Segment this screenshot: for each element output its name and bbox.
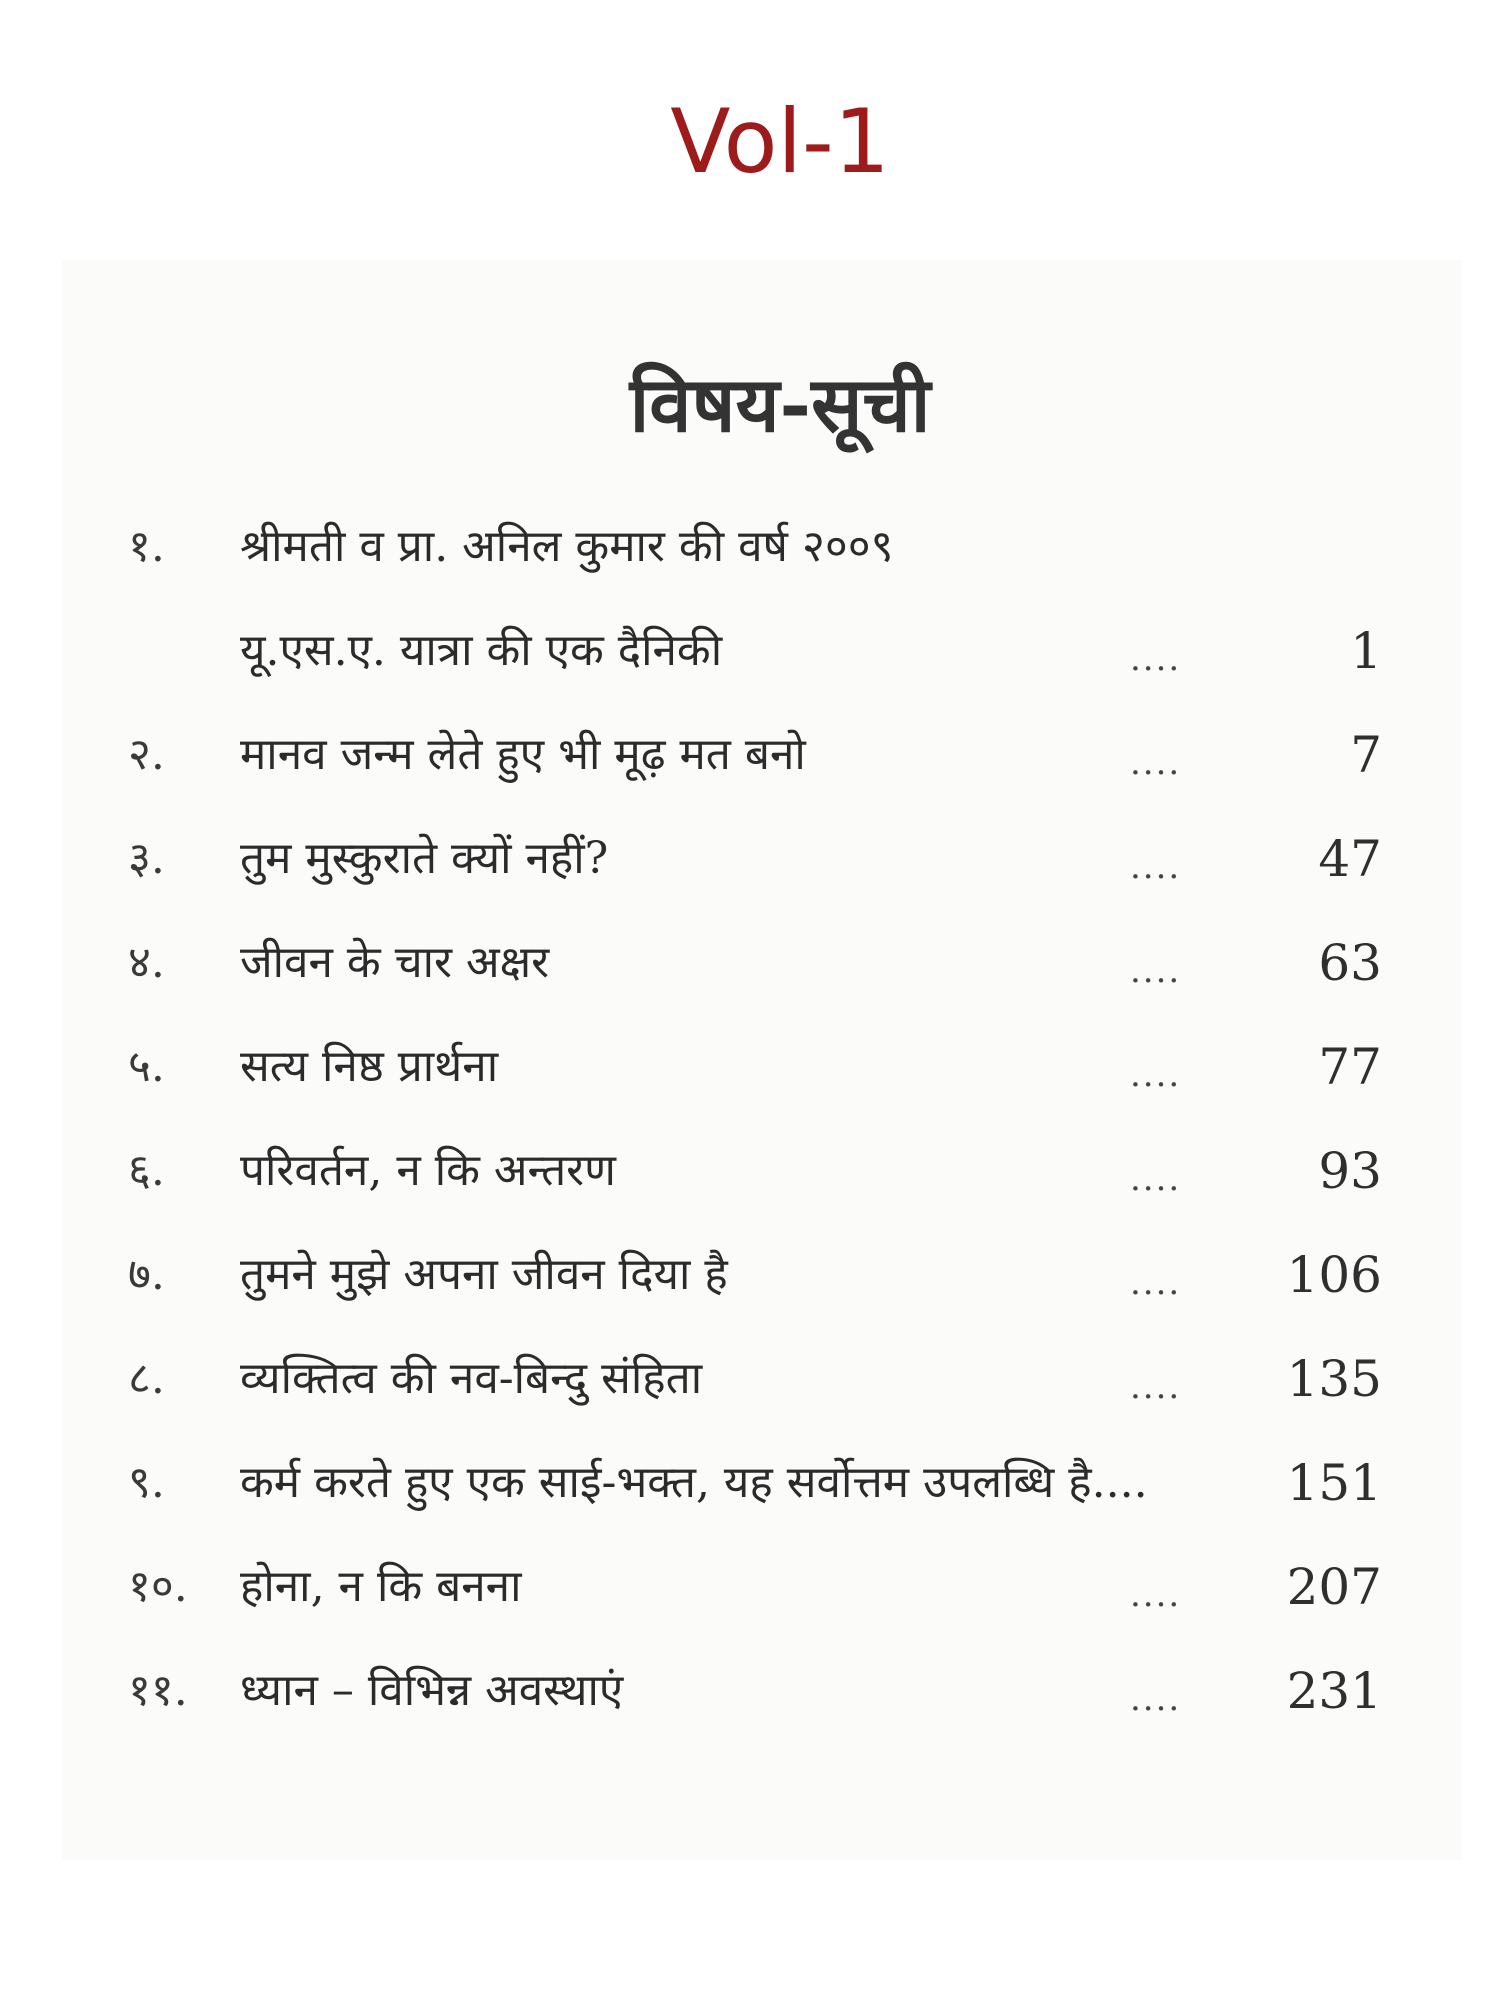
toc-number: २. xyxy=(128,729,165,780)
toc-number: ५. xyxy=(128,1041,165,1092)
toc-heading: विषय-सूची xyxy=(629,360,931,449)
toc-title: तुमने मुझे अपना जीवन दिया है xyxy=(240,1249,728,1300)
toc-row xyxy=(0,1136,1500,1206)
toc-title: ध्यान – विभिन्न अवस्थाएं xyxy=(240,1665,624,1716)
toc-leader-dots: .... xyxy=(1130,743,1182,783)
toc-page-number: 151 xyxy=(1286,1454,1382,1512)
toc-number: ११. xyxy=(128,1665,188,1716)
toc-title: श्रीमती व प्रा. अनिल कुमार की वर्ष २००९ xyxy=(240,521,894,572)
toc-leader-dots: .... xyxy=(1130,1679,1182,1719)
toc-leader-dots: .... xyxy=(1130,1575,1182,1615)
toc-leader-dots: .... xyxy=(1130,639,1182,679)
toc-number: ३. xyxy=(128,833,165,884)
toc-title: जीवन के चार अक्षर xyxy=(240,937,550,988)
toc-leader-dots: .... xyxy=(1130,951,1182,991)
toc-page-number: 63 xyxy=(1318,934,1382,992)
toc-page-number: 47 xyxy=(1318,830,1382,888)
toc-page-number: 77 xyxy=(1318,1038,1382,1096)
toc-number: ६. xyxy=(128,1145,165,1196)
toc-page-number: 231 xyxy=(1286,1662,1382,1720)
toc-title: तुम मुस्कुराते क्यों नहीं? xyxy=(240,833,609,884)
toc-number: ४. xyxy=(128,937,165,988)
toc-row xyxy=(0,1032,1500,1102)
toc-page-number: 7 xyxy=(1350,726,1382,784)
toc-row xyxy=(0,616,1500,686)
volume-label: Vol-1 xyxy=(670,90,890,193)
toc-row xyxy=(0,1240,1500,1310)
toc-title: परिवर्तन, न कि अन्तरण xyxy=(240,1145,616,1196)
toc-row xyxy=(0,1656,1500,1726)
toc-leader-dots: .... xyxy=(1130,1367,1182,1407)
toc-title: कर्म करते हुए एक साई-भक्त, यह सर्वोत्तम उपलब्धि है.... xyxy=(240,1457,1148,1508)
toc-page-number: 1 xyxy=(1350,622,1382,680)
toc-row xyxy=(0,1344,1500,1414)
toc-number: ८. xyxy=(128,1353,165,1404)
toc-title: व्यक्तित्व की नव-बिन्दु संहिता xyxy=(240,1353,703,1404)
toc-page-number: 93 xyxy=(1318,1142,1382,1200)
toc-title: होना, न कि बनना xyxy=(240,1561,522,1612)
toc-row xyxy=(0,824,1500,894)
toc-number: ७. xyxy=(128,1249,165,1300)
toc-page-number: 207 xyxy=(1286,1558,1382,1616)
toc-row xyxy=(0,1448,1500,1518)
toc-row xyxy=(0,928,1500,998)
toc-number: ९. xyxy=(128,1457,165,1508)
toc-title: मानव जन्म लेते हुए भी मूढ़ मत बनो xyxy=(240,729,806,780)
toc-title: सत्य निष्ठ प्रार्थना xyxy=(240,1041,499,1092)
toc-leader-dots: .... xyxy=(1130,1263,1182,1303)
toc-page-number: 135 xyxy=(1286,1350,1382,1408)
toc-row xyxy=(0,720,1500,790)
toc-number: १०. xyxy=(128,1561,188,1612)
toc-title: यू.एस.ए. यात्रा की एक दैनिकी xyxy=(240,625,723,676)
toc-leader-dots: .... xyxy=(1130,1055,1182,1095)
toc-leader-dots: .... xyxy=(1130,1159,1182,1199)
toc-number: १. xyxy=(128,521,165,572)
toc-row xyxy=(0,512,1500,582)
toc-leader-dots: .... xyxy=(1130,847,1182,887)
toc-row xyxy=(0,1552,1500,1622)
toc-page-number: 106 xyxy=(1286,1246,1382,1304)
